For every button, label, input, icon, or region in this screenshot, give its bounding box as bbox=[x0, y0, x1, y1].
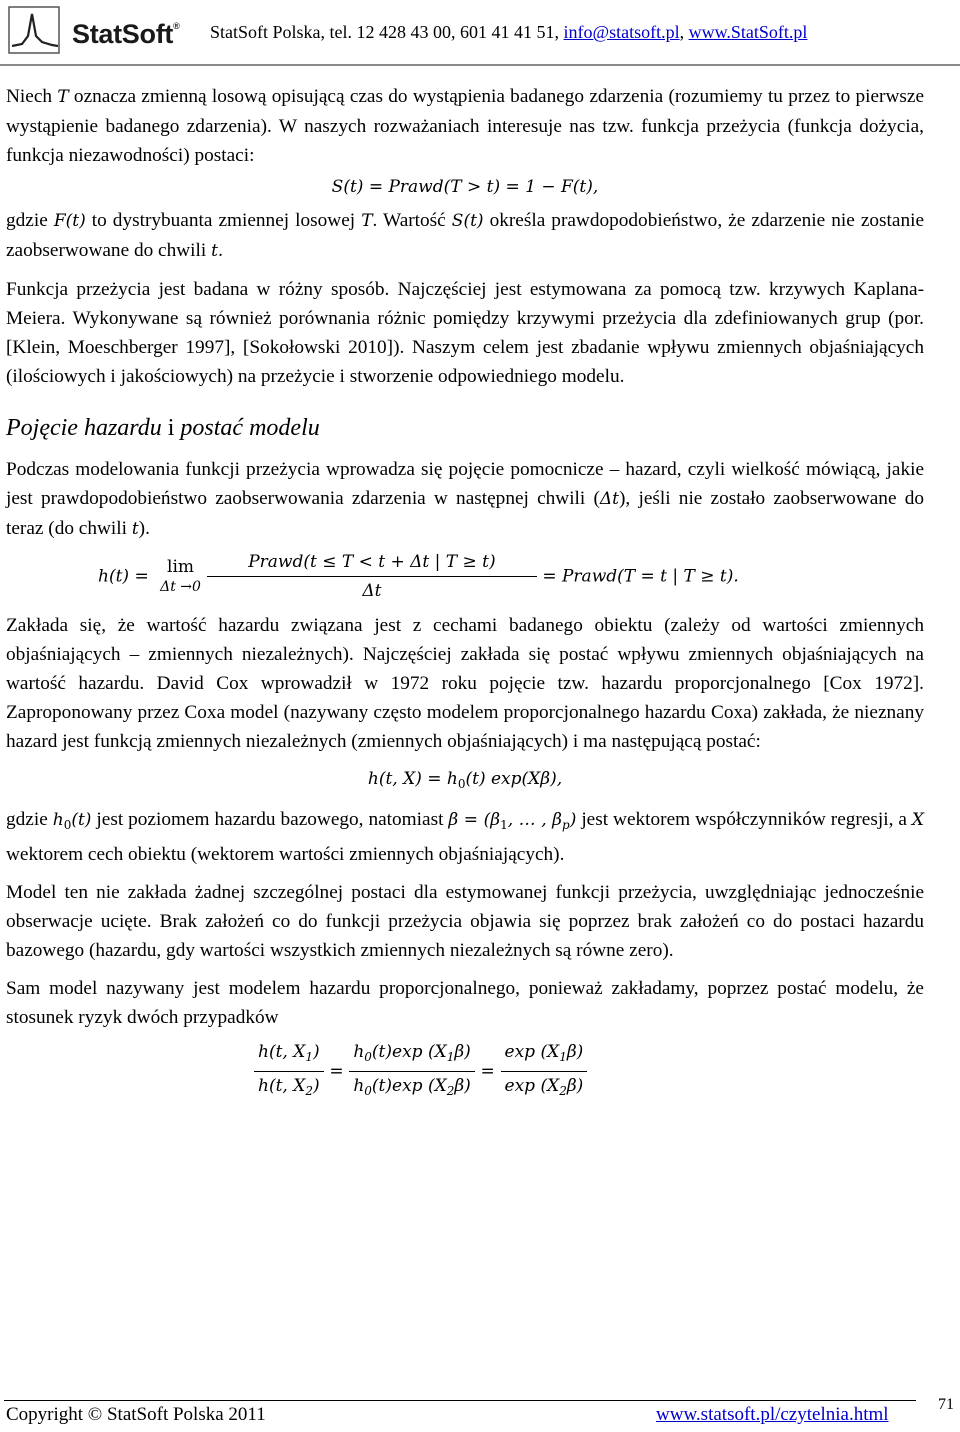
paragraph-kaplan-meier: Funkcja przeżycia jest badana w różny sposób. Najczęściej jest estymowana za pomocą tzw. krzywych Kaplana-Meiera. Wykonywane są również porównania różnic pomiędzy krzywymi przeżycia dla zdefiniowanych grup (por. [Klein, Moeschberger 1997], [Sokołowski 2010]). Naszym celem jest zbadanie wpływu zmiennych objaśniających (ilościowych i jakościowych) na przeżycie i stworzenie odpowiedniego modelu. bbox=[6, 279, 924, 387]
contact-info: StatSoft Polska, tel. 12 428 43 00, 601 41 41 51, bbox=[210, 22, 564, 42]
statsoft-logo[interactable] bbox=[8, 6, 198, 56]
paragraph-hazard: Podczas modelowania funkcji przeżycia wprowadza się pojęcie pomocnicze – hazard, czyli wielkość mówiącą, jakie jest prawdopodobieństwo zaobserwowania zdarzenia w następnej chwili (Δt), jeśli nie zostało zaobserwowane do teraz (do chwili t). bbox=[6, 459, 924, 539]
equation-hazard-ratio: $\frac{h(t, X_1)}{h(t, X_2)}$ = $\frac{h_0(t)\exp (X_1\beta)}{h_0(t)\exp (X_2\beta)}$ = $\frac{\exp (X_1\beta)}{\exp (X_2\beta)}$ bbox=[6, 1038, 924, 1105]
ratio-fraction-2: $\frac{h_0(t)\exp (X_1\beta)}{h_0(t)\exp (X_2\beta)}$ bbox=[349, 1038, 474, 1105]
logo-text: StatSoft® bbox=[72, 19, 180, 49]
article-body bbox=[6, 82, 924, 1105]
paragraph-censored: Model ten nie zakłada żadnej szczególnej postaci dla estymowanej funkcji przeżycia, uwzględniając jednocześnie obserwacje ucięte. Brak założeń co do funkcji przeżycia objawia się poprzez brak założeń co do postaci hazardu bazowego (hazardu, gdy wartości wszystkich zmiennych niezależnych są równe zero). bbox=[6, 882, 924, 961]
header-contact bbox=[210, 22, 807, 43]
contact-separator: , bbox=[679, 22, 689, 42]
paragraph-definition: Niech T oznacza zmienną losową opisującą czas do wystąpienia badanego zdarzenia (rozumiemy tu przez to pierwsze wystąpienie badanego zdarzenia). W naszych rozważaniach interesuje nas tzw. funkcja przeżycia (funkcja dożycia, funkcja niezawodności) postaci: bbox=[6, 86, 925, 166]
footer-divider bbox=[4, 1400, 916, 1401]
paragraph-cox-model: Zakłada się, że wartość hazardu związana jest z cechami badanego obiektu (zależy od wartości zmiennych objaśniających – zmiennych niezależnych). Najczęściej zakłada się postać wpływu zmiennych objaśniających na wartość hazardu. David Cox wprowadził w 1972 roku pojęcie tzw. hazardu proporcjonalnego [Cox 1972]. Zaproponowany przez Coxa model (nazywany często modelem proporcjonalnego hazardu Coxa) zakłada, że nieznany hazard jest funkcją zmiennych niezależnych (zmiennych objaśniających) i ma następującą postać: bbox=[6, 615, 924, 752]
equation-hazard: h(t) = lim Δt →0 $\frac{\text{Prawd(t ≤ T < t + Δt | T ≥ t)}}{\Delta t}$ = Prawd(T = t | T ≥ t). bbox=[6, 548, 924, 605]
equation-survival-function: S(t) = Prawd(T > t) = 1 − F(t), bbox=[331, 177, 599, 197]
logo-chart-icon bbox=[8, 6, 66, 56]
copyright-text: Copyright © StatSoft Polska 2011 bbox=[6, 1404, 266, 1425]
section-heading: Pojęcie hazardu i postać modelu bbox=[6, 415, 320, 441]
hazard-fraction: $\frac{\text{Prawd(t ≤ T < t + Δt | T ≥ t)}}{\Delta t}$ bbox=[207, 548, 537, 605]
paragraph-proportional: Sam model nazywany jest modelem hazardu proporcjonalnego, ponieważ zakładamy, poprzez postać modelu, że stosunek ryzyk dwóch przypadków bbox=[6, 978, 924, 1028]
ratio-fraction-1: $\frac{h(t, X_1)}{h(t, X_2)}$ bbox=[254, 1038, 324, 1105]
paragraph-distribution: gdzie F(t) to dystrybuanta zmiennej losowej T. Wartość S(t) określa prawdopodobieństwo, że zdarzenie nie zostanie zaobserwowane do chwili t. bbox=[6, 210, 925, 261]
limit-operator: lim Δt →0 bbox=[160, 556, 201, 595]
paragraph-coefficients: gdzie $h_0(t)$ jest poziomem hazardu bazowego, natomiast $\beta = (\beta_1$, … , $\beta_p$) jest wektorem współczynników regresji, a X wektorem cech obiektu (wektorem wartości zmiennych objaśniających). bbox=[6, 809, 925, 865]
page-number: 71 bbox=[938, 1396, 954, 1413]
ratio-fraction-3: $\frac{\exp (X_1\beta)}{\exp (X_2\beta)}$ bbox=[501, 1038, 588, 1105]
website-link[interactable]: www.StatSoft.pl bbox=[688, 22, 808, 42]
header-divider bbox=[0, 64, 960, 66]
equation-cox: h(t, $X) = h_0(t)$ exp(Xβ), bbox=[367, 769, 563, 791]
email-link[interactable]: info@statsoft.pl bbox=[563, 22, 680, 42]
page-header bbox=[0, 0, 960, 66]
footer-link[interactable]: www.statsoft.pl/czytelnia.html bbox=[656, 1404, 889, 1425]
registered-mark: ® bbox=[173, 21, 180, 31]
